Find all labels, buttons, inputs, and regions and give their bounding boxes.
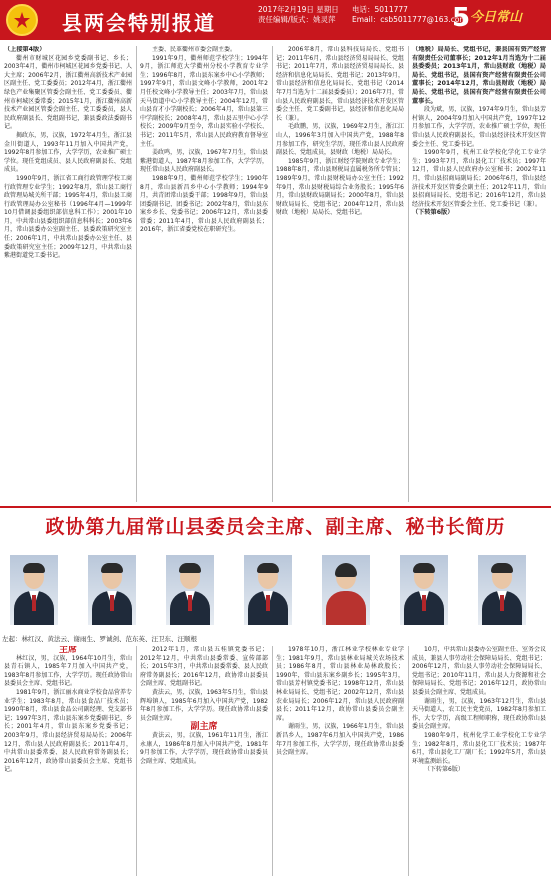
portrait-photo bbox=[88, 555, 136, 625]
bio-paragraph: （下转第6版） bbox=[424, 766, 464, 774]
section-divider bbox=[0, 506, 551, 508]
article-paragraph: 段为斌，男，汉族，1974年9月生，常山县芳村镇人，2004年9月加入中国共产党，1997年12月参加工作，大学学历，农业推广硕士学位，现任常山县人民政府副县长，常山县经济技术开发区管委会主任、党工委书记。 bbox=[412, 106, 546, 148]
headline: 政协第九届常山县委员会主席、副主席、秘书长简历 bbox=[45, 516, 506, 538]
column-rule bbox=[408, 46, 409, 502]
article-column-1 bbox=[4, 46, 132, 502]
bio-paragraph: 谢雨生，男，汉族，1963年12月生，常山县天马街道人，农工民主党党员，1982年8月参加工作，大专学历，高级工程师职称，现任政协常山县委员会副主席。 bbox=[412, 697, 546, 731]
article-paragraph: 毛政鹏，男，汉族，1969年2月生，浙江江山人，1996年3月加入中国共产党，1988年8月参加工作，研究生学历，现任常山县人民政府副县长、党组成员，县财政（地税）局局长。 bbox=[276, 123, 404, 157]
column-rule bbox=[272, 46, 273, 502]
bio-paragraph: 黄法云，男，汉族，1961年11月生，浙江永康人，1986年8月加入中国共产党，1981年9月参加工作，大学学历，现任政协常山县委员会副主席、党组成员。 bbox=[140, 731, 268, 765]
portrait-photo bbox=[10, 555, 58, 625]
bio-column-3 bbox=[276, 646, 404, 876]
editor-credit: 责任编辑/版式：姚灵萍 bbox=[258, 15, 336, 24]
masthead-banner bbox=[0, 0, 551, 40]
article-paragraph: 2006年8月，常山县科技局局长、党组书记；2011年6月，常山县经济贸易局局长、党组书记；2011年7月，常山县经济贸易局局长、县经济和信息化局局长、党组书记；2013年9月，常山县经济和信息化局局长、党组书记（2014年7月当选为十二届县委委员）；2016年7月，常山县人民政府副县长，常山县经济技术开发区管委会主任、党工委副书记，县经济和信息化局局长（兼）。 bbox=[276, 46, 404, 122]
column-rule bbox=[136, 646, 137, 876]
article-paragraph: 揭政东，男，汉族，1972年4月生，浙江县金川街道人，1993年11月加入中国共产党，1992年8月参加工作，大学学历，农业推广硕士学位。现任党组成员、县人民政府副县长、党组成员。 bbox=[4, 131, 132, 174]
article-paragraph: （下转第6版） bbox=[412, 209, 454, 217]
article-paragraph: 1988年9月，衢州师范学校学生；1990年8月，常山县新昌乡中心小学教师；1994年9月，共青团常山县委干部；1998年9月，常山县团委副书记、团委书记；2002年8月，常山县东案乡乡长、党委书记；2006年12月，常山县委常委；2011年4月，常山县人民政府副县长；2016年，浙江省委党校在职研究生。 bbox=[140, 174, 268, 234]
portrait-photo bbox=[322, 555, 370, 625]
role-heading: 主席 bbox=[58, 646, 77, 655]
article-paragraph: （上接第4版） bbox=[4, 46, 46, 53]
bio-column-2 bbox=[140, 646, 268, 876]
article-paragraph: 主委、民革衢州市委会副主委。 bbox=[152, 46, 237, 53]
portrait-photo bbox=[478, 555, 526, 625]
article-paragraph: 1991年9月，衢州师范学校学生；1994年9月，浙江师范大学衢州分校小学教育专业学生；1996年8月，常山县东案乡中心小学教师；1997年9月，常山县文峰小学教师，2001年2月任校文峰小学教导主任；2003年7月，常山县天马街道中心小学教导主任；2004年12月，常山县育才小学副校长；2006年4月，常山县第三中学副校长；2008年4月，常山县五里中心小学校长；2009年9月至今，常山县实验小学校长、书记；2011年5月，常山县人民政府教育督导室主任。 bbox=[140, 54, 268, 148]
article-paragraph: 1985年9月，浙江财经学院财政专业学生；1988年8月，常山县财税局直属税务所专管员；1989年9月，常山县财税局办公室主任；1992年9月，常山县财税局综合业务股长；1995年6月，常山县财政局副局长；2000年8月，常山县财政局局长、党组书记；2004年12月，常山县财政（地税）局局长、党组书记。 bbox=[276, 157, 404, 217]
article-paragraph: 姜政鸣，男，汉族，1967年7月生，常山县紫港街道人，1987年8月参加工作，大学学历，现任常山县人民政府副县长。 bbox=[140, 149, 268, 174]
column-rule bbox=[136, 46, 137, 502]
photo-caption: 左起：林红汉、黄法云、谢雨生、罗诚剑、范东英、汪卫东、汪顺根 bbox=[2, 635, 197, 643]
bio-column-1 bbox=[4, 646, 132, 876]
contact-block bbox=[352, 5, 467, 25]
article-paragraph: 1990年9月，浙江省工商行政管理学校工商行政管理专业学生；1992年8月，常山县工商行政管理局城关所干部；1995年4月，常山县工商行政管理局办公室秘书（1996年4月—1999年10月借调县委组织部信息科工作）；2001年10月，中共常山县委组织部信息科科长；2003年6月，常山县委办公室副主任、县委政策研究室主任；2006年1月，中共常山县委办公室主任、县委政策研究室主任；2009年12月，中共常山县紫港街道党工委书记。 bbox=[4, 174, 132, 260]
section-title: 县两会特别报道 bbox=[62, 11, 216, 35]
email: Email：csb5011777@163.com bbox=[352, 15, 467, 24]
article-paragraph: 1990年9月，杭州工业学校化学化工专业学生；1993年7月，常山县化工厂技术员；1997年12月，常山县人民政府办公室秘书；2002年11月，常山县招商局副局长；2006年6月，常山县经济技术开发区管委会副主任；2012年11月，常山县招商局局长、党组书记；2016年12月，常山县经济技术开发区管委会主任、党工委书记（兼）。 bbox=[412, 149, 546, 208]
article-column-3 bbox=[276, 46, 404, 502]
column-rule bbox=[272, 646, 273, 876]
phone: 电话：5011777 bbox=[352, 5, 408, 14]
bio-paragraph: 1981年9月，浙江丽水商业学校食品营养专业学生；1983年8月，常山县食品厂技术员；1990年8月，常山县食品公司副经理、党支部书记；1997年3月，常山县东案乡党委副书记、乡长；2001年4月，常山县东案乡党委书记；2003年9月，常山县经济贸易局局长；2006年12月，常山县人民政府副县长；2011年4月，中共常山县委常委、县人民政府常务副县长；2016年12月，政协常山县委员会主席、党组书记。 bbox=[4, 688, 132, 774]
cppcc-emblem-icon bbox=[6, 4, 38, 36]
portrait-photo bbox=[400, 555, 448, 625]
bio-paragraph: 林红汉，男，汉族，1964年10月生，常山县青石镇人，1985年7月加入中国共产党，1983年8月参加工作，大学学历。现任政协常山县委员会主席、党组书记。 bbox=[4, 654, 132, 688]
article-column-2 bbox=[140, 46, 268, 502]
bio-column-4 bbox=[412, 646, 546, 876]
biographies bbox=[0, 646, 551, 878]
bio-paragraph: 2012年1月，常山县五桂镇党委书记；2012年12月，中共常山县委常委、宣传部部长；2015年3月，中共常山县委常委、县人民政府常务副县长；2016年12月，政协常山县委员会副主席、党组副书记。 bbox=[140, 646, 268, 688]
role-heading: 副主席 bbox=[190, 722, 218, 733]
bio-paragraph: 谢雨生，男，汉族，1966年1月生，常山县新昌乡人，1987年6月加入中国共产党，1986年7月参加工作，大学学历，现任政协常山县委员会副主席。 bbox=[276, 723, 404, 757]
portrait-row bbox=[2, 555, 549, 633]
column-rule bbox=[408, 646, 409, 876]
article-paragraph: 衢州市财城区花园乡党委副书记、乡长；2003年4月，衢州市柯城区花园乡党委书记、人大主席；2006年2月，浙江衢州高新技术产业园区副主任、党工委委员；2012年4月，浙江衢州绿色产业集聚区管委会副主任、党工委委员、衢州市柯城区委常委；2015年1月，浙江衢州高新技术产业园区管委会副主任、党工委委员，县人民政府副县长、党组副书记，兼县委政法委副书记。 bbox=[4, 54, 132, 131]
portrait-photo bbox=[166, 555, 214, 625]
page-number: 5 bbox=[452, 3, 471, 33]
bio-paragraph: 1980年9月，杭州化学工业学校化工专业学生；1982年8月，常山县化工厂技术员；1987年6月，常山县化工厂副厂长；1992年5月，常山县环境监测站长。 bbox=[412, 731, 546, 765]
portrait-photo bbox=[244, 555, 292, 625]
paper-name-logo: 今日常山 bbox=[470, 10, 523, 25]
top-article bbox=[0, 42, 551, 504]
bio-paragraph: 黄法云，男，汉族，1963年5月生，常山县辉埠镇人，1985年6月加入中国共产党，1982年8月参加工作，大学学历。现任政协常山县委员会副主席。 bbox=[140, 688, 268, 722]
article-column-4 bbox=[412, 46, 546, 502]
bio-paragraph: 1978年10月，浙江林业学校林业专业学生；1981年9月，常山县林业局城关农场技术员；1986年8月，常山县林业局林政股长；1990年，常山县东案乡副乡长；1995年3月，常山县芳村镇党委书记；1998年12月，常山县林业局局长、党组书记；2002年12月，常山县农业局局长；2006年12月，常山县人民政府副县长；2011年12月，政协常山县委员会副主席。 bbox=[276, 646, 404, 722]
issue-date-block bbox=[258, 5, 339, 25]
bio-paragraph: 10月，中共常山县委办公室副主任、室务会议成员，兼县人事劳动社会保障局局长、党组书记；2006年12月，常山县人事劳动社会保障局局长、党组书记；2010年11月，常山县人力资源和社会保障局局长、党组书记；2016年12月，政协常山县委员会副主席、党组成员。 bbox=[412, 646, 546, 696]
article-paragraph: （地税）局局长、党组书记，兼县国有资产经营有限责任公司董事长；2012年1月当选为十二届县委委员；2013年1月，常山县财政（地税）局局长、党组书记，县国有资产经营有限责任公司董事长；2014年12月，常山县财政（地税）局局长、党组书记，县国有资产经营有限责任公司董事长。 bbox=[412, 46, 546, 105]
issue-date: 2017年2月19日 星期日 bbox=[258, 5, 339, 14]
